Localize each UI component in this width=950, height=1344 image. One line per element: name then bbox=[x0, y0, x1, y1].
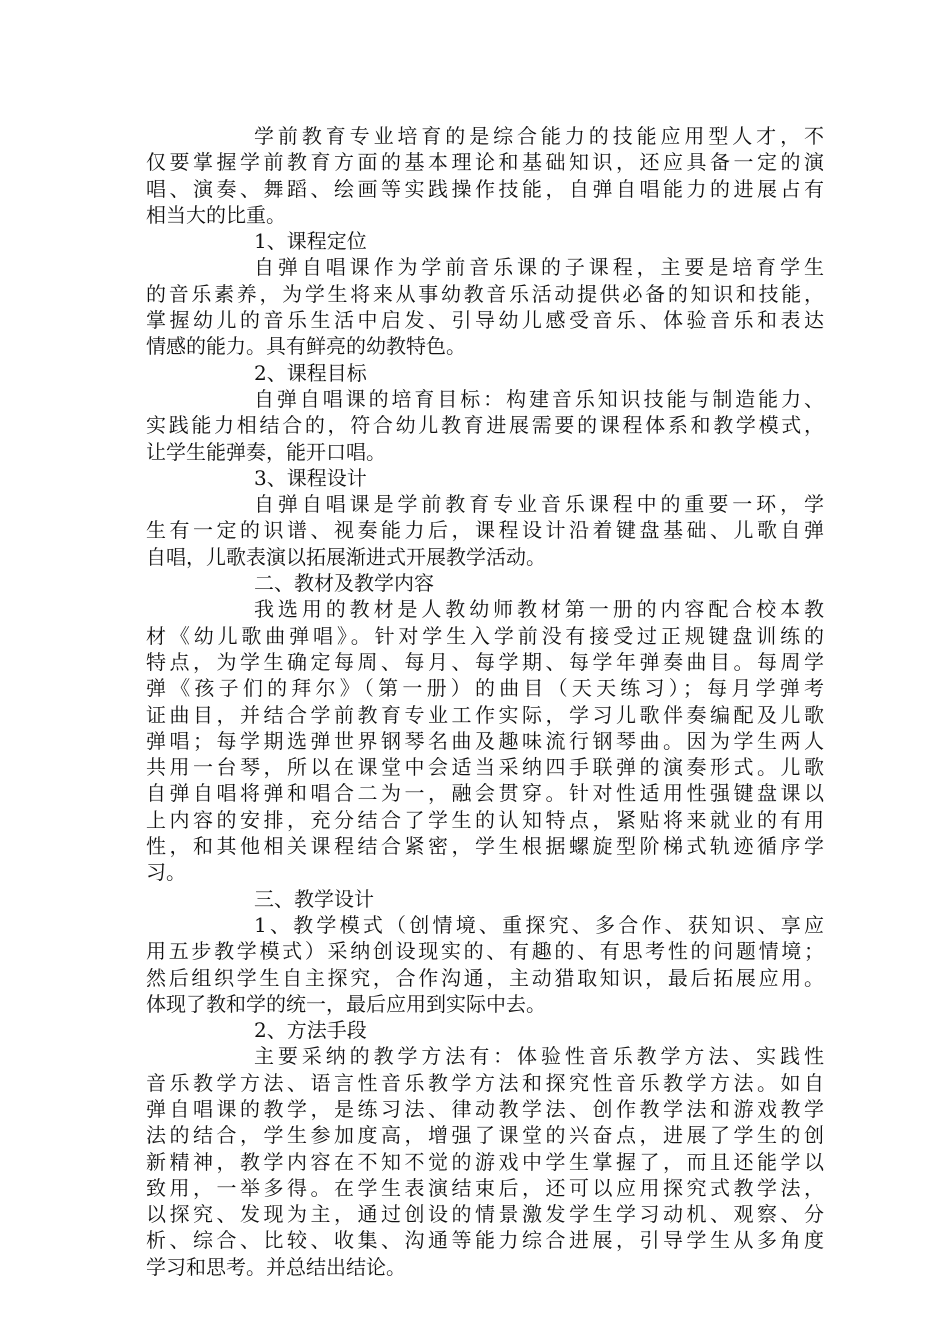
text-line: 以探究、发现为主，通过创设的情景激发学生学习动机、观察、分 bbox=[146, 1202, 824, 1227]
text-line: 法的结合，学生参加度高，增强了课堂的兴奋点，进展了学生的创 bbox=[146, 1123, 824, 1148]
text-line: 上内容的安排，充分结合了学生的认知特点，紧贴将来就业的有用 bbox=[146, 807, 824, 832]
text-line: 仅要掌握学前教育方面的基本理论和基础知识，还应具备一定的演 bbox=[146, 150, 824, 175]
text-line: 实践能力相结合的，符合幼儿教育进展需要的课程体系和教学模式， bbox=[146, 413, 824, 438]
text-line: 析、综合、比较、收集、沟通等能力综合进展，引导学生从多角度 bbox=[146, 1228, 824, 1253]
text-line: 音乐教学方法、语言性音乐教学方法和探究性音乐教学方法。如自 bbox=[146, 1070, 824, 1095]
text-line: 1、教学模式（创情境、重探究、多合作、获知识、享应 bbox=[254, 912, 824, 937]
text-line: 用五步教学模式）采纳创设现实的、有趣的、有思考性的问题情境； bbox=[146, 939, 824, 964]
text-line: 学习和思考。并总结出结论。 bbox=[146, 1254, 406, 1279]
text-line: 我选用的教材是人教幼师教材第一册的内容配合校本教 bbox=[254, 597, 824, 622]
text-line: 然后组织学生自主探究，合作沟通，主动猎取知识，最后拓展应用。 bbox=[146, 965, 824, 990]
text-line: 自弹自唱课作为学前音乐课的子课程，主要是培育学生 bbox=[254, 255, 824, 280]
text-line: 弹自唱课的教学，是练习法、律动教学法、创作教学法和游戏教学 bbox=[146, 1096, 824, 1121]
text-line: 习。 bbox=[146, 860, 186, 885]
text-line: 主要采纳的教学方法有：体验性音乐教学方法、实践性 bbox=[254, 1044, 824, 1069]
text-line: 的音乐素养，为学生将来从事幼教音乐活动提供必备的知识和技能， bbox=[146, 281, 824, 306]
text-line: 致用，一举多得。在学生表演结束后，还可以应用探究式教学法， bbox=[146, 1175, 824, 1200]
text-line: 自弹自唱课的培育目标：构建音乐知识技能与制造能力、 bbox=[254, 386, 824, 411]
text-line: 新精神，教学内容在不知不觉的游戏中学生掌握了，而且还能学以 bbox=[146, 1149, 824, 1174]
text-line: 自唱，儿歌表演以拓展渐进式开展教学活动。 bbox=[146, 544, 546, 569]
text-line: 三、教学设计 bbox=[254, 886, 374, 911]
text-line: 弹唱；每学期选弹世界钢琴名曲及趣味流行钢琴曲。因为学生两人 bbox=[146, 728, 824, 753]
text-line: 学前教育专业培育的是综合能力的技能应用型人才，不 bbox=[254, 124, 824, 148]
text-line: 体现了教和学的统一，最后应用到实际中去。 bbox=[146, 991, 546, 1016]
text-line: 材《幼儿歌曲弹唱》。针对学生入学前没有接受过正规键盘训练的 bbox=[146, 623, 824, 648]
text-line: 自弹自唱课是学前教育专业音乐课程中的重要一环，学 bbox=[254, 492, 824, 517]
text-line: 二、教材及教学内容 bbox=[254, 571, 434, 596]
text-line: 情感的能力。具有鲜亮的幼教特色。 bbox=[146, 334, 466, 359]
text-line: 唱、演奏、舞蹈、绘画等实践操作技能，自弹自唱能力的进展占有 bbox=[146, 176, 824, 201]
text-line: 让学生能弹奏，能开口唱。 bbox=[146, 439, 386, 464]
text-line: 自弹自唱将弹和唱合二为一，融会贯穿。针对性适用性强键盘课以 bbox=[146, 781, 824, 806]
text-line: 弹《孩子们的拜尔》（第一册）的曲目（天天练习）；每月学弹考 bbox=[146, 676, 824, 701]
text-line: 2、方法手段 bbox=[254, 1018, 367, 1043]
text-line: 生有一定的识谱、视奏能力后，课程设计沿着键盘基础、儿歌自弹 bbox=[146, 518, 824, 543]
text-line: 2、课程目标 bbox=[254, 360, 367, 385]
text-line: 共用一台琴，所以在课堂中会适当采纳四手联弹的演奏形式。儿歌 bbox=[146, 755, 824, 780]
text-line: 特点，为学生确定每周、每月、每学期、每学年弹奏曲目。每周学 bbox=[146, 649, 824, 674]
text-line: 证曲目，并结合学前教育专业工作实际，学习儿歌伴奏编配及儿歌 bbox=[146, 702, 824, 727]
text-line: 相当大的比重。 bbox=[146, 202, 286, 227]
text-line: 性，和其他相关课程结合紧密，学生根据螺旋型阶梯式轨迹循序学 bbox=[146, 834, 824, 859]
text-line: 掌握幼儿的音乐生活中启发、引导幼儿感受音乐、体验音乐和表达 bbox=[146, 308, 824, 333]
text-line: 1、课程定位 bbox=[254, 229, 367, 254]
document-body bbox=[146, 123, 824, 1280]
text-line: 3、课程设计 bbox=[254, 465, 367, 490]
